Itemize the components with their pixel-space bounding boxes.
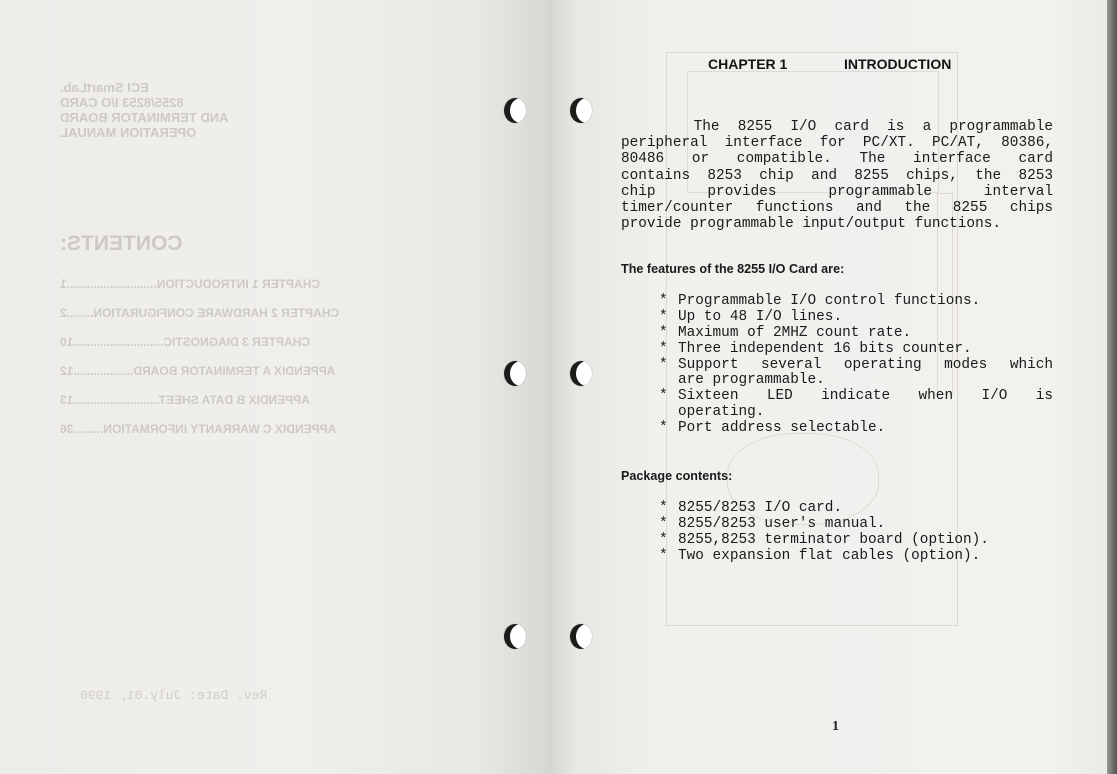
chapter-number: CHAPTER 1 bbox=[708, 56, 788, 72]
binder-hole bbox=[570, 361, 592, 386]
list-item bbox=[659, 517, 1053, 533]
ghost-toc-entry: CHAPTER 3 DIAGNOSTIC...........................10 bbox=[60, 335, 311, 349]
bullet-star: * bbox=[659, 388, 668, 405]
list-item-text: Three independent 16 bits counter. bbox=[678, 340, 972, 357]
list-item bbox=[659, 358, 1053, 390]
ghost-title-line: AND TERMINATOR BOARD bbox=[60, 110, 229, 125]
bullet-star: * bbox=[659, 293, 668, 309]
ghost-revision-date: Rev. Date: July.01, 1990 bbox=[80, 688, 268, 703]
intro-line: timer/counter functions and the 8255 chips bbox=[621, 199, 1053, 216]
list-item bbox=[659, 533, 1053, 549]
bullet-star: * bbox=[659, 515, 668, 532]
list-item-text: 8255/8253 user's manual. bbox=[678, 515, 886, 532]
bullet-star: * bbox=[659, 547, 668, 564]
bullet-star: * bbox=[659, 356, 668, 373]
ghost-title-line: OPERATION MANUAL bbox=[60, 125, 197, 140]
list-item bbox=[659, 310, 1053, 326]
ghost-toc-entry: CHAPTER 2 HARDWARE CONFIGURATION........2 bbox=[60, 306, 340, 320]
list-item bbox=[659, 326, 1053, 342]
bullet-star: * bbox=[659, 308, 668, 325]
list-item-text: Up to 48 I/O lines. bbox=[678, 308, 843, 325]
bullet-star: * bbox=[659, 500, 668, 516]
list-item-text: Two expansion flat cables (option). bbox=[678, 547, 981, 564]
list-item-text: 8255/8253 I/O card. bbox=[678, 500, 843, 516]
package-list bbox=[659, 501, 1053, 565]
list-item-text: Port address selectable. bbox=[678, 420, 886, 437]
ghost-toc-entry: CHAPTER 1 INTRODUCTION...........................1 bbox=[60, 277, 321, 291]
binder-hole bbox=[570, 624, 592, 649]
bullet-star: * bbox=[659, 340, 668, 357]
binder-hole bbox=[504, 98, 526, 123]
page-number: 1 bbox=[832, 719, 839, 734]
bullet-star: * bbox=[659, 531, 668, 548]
ghost-contents-heading: CONTENTS: bbox=[60, 232, 183, 255]
intro-line: 80486 or compatible. The interface card bbox=[621, 151, 1053, 168]
ghost-toc-entry: APPENDIX B DATA SHEET..........................13 bbox=[60, 393, 310, 407]
ghost-title-line: 8255/8253 I/O CARD bbox=[60, 95, 184, 110]
list-item bbox=[659, 342, 1053, 358]
list-item bbox=[659, 389, 1053, 421]
ghost-title-line: ECI SmartLab. bbox=[60, 80, 149, 95]
binder-hole bbox=[504, 624, 526, 649]
intro-paragraph bbox=[621, 119, 1053, 232]
features-heading: The features of the 8255 I/O Card are: bbox=[621, 262, 845, 276]
package-heading: Package contents: bbox=[621, 469, 733, 483]
list-item bbox=[659, 421, 1053, 437]
bullet-star: * bbox=[659, 324, 668, 341]
list-item bbox=[659, 549, 1053, 565]
intro-line: contains 8253 chip and 8255 chips, the 8253 bbox=[621, 167, 1053, 184]
binder-hole bbox=[570, 98, 592, 123]
ghost-toc-entry: APPENDIX A TERMINATOR BOARD..................12 bbox=[60, 364, 336, 378]
list-item-text: Programmable I/O control functions. bbox=[678, 293, 981, 309]
intro-line: peripheral interface for PC/XT. PC/AT, 80386, bbox=[621, 135, 1053, 152]
binder-hole bbox=[504, 361, 526, 386]
list-item-text: Sixteen LED indicate when I/O is bbox=[678, 388, 1053, 405]
intro-line: provide programmable input/output functions. bbox=[621, 216, 1001, 233]
left-page-bleed-through bbox=[60, 80, 455, 444]
list-item-text: 8255,8253 terminator board (option). bbox=[678, 531, 989, 548]
intro-line: The 8255 I/O card is a programmable bbox=[621, 119, 1053, 135]
list-item-text: Maximum of 2MHZ count rate. bbox=[678, 324, 912, 341]
features-list bbox=[659, 294, 1053, 437]
list-item bbox=[659, 294, 1053, 310]
ghost-toc-entry: APPENDIX C WARRANTY INFORMATION.........36 bbox=[60, 422, 337, 436]
list-item-text: are programmable. bbox=[678, 372, 825, 389]
list-item-text: operating. bbox=[678, 404, 765, 421]
page-edge bbox=[1107, 0, 1117, 774]
list-item bbox=[659, 501, 1053, 517]
chapter-title: INTRODUCTION bbox=[844, 56, 952, 72]
list-item-text: Support several operating modes which bbox=[678, 356, 1053, 373]
bullet-star: * bbox=[659, 420, 668, 437]
intro-line: chip provides programmable interval bbox=[621, 183, 1053, 200]
